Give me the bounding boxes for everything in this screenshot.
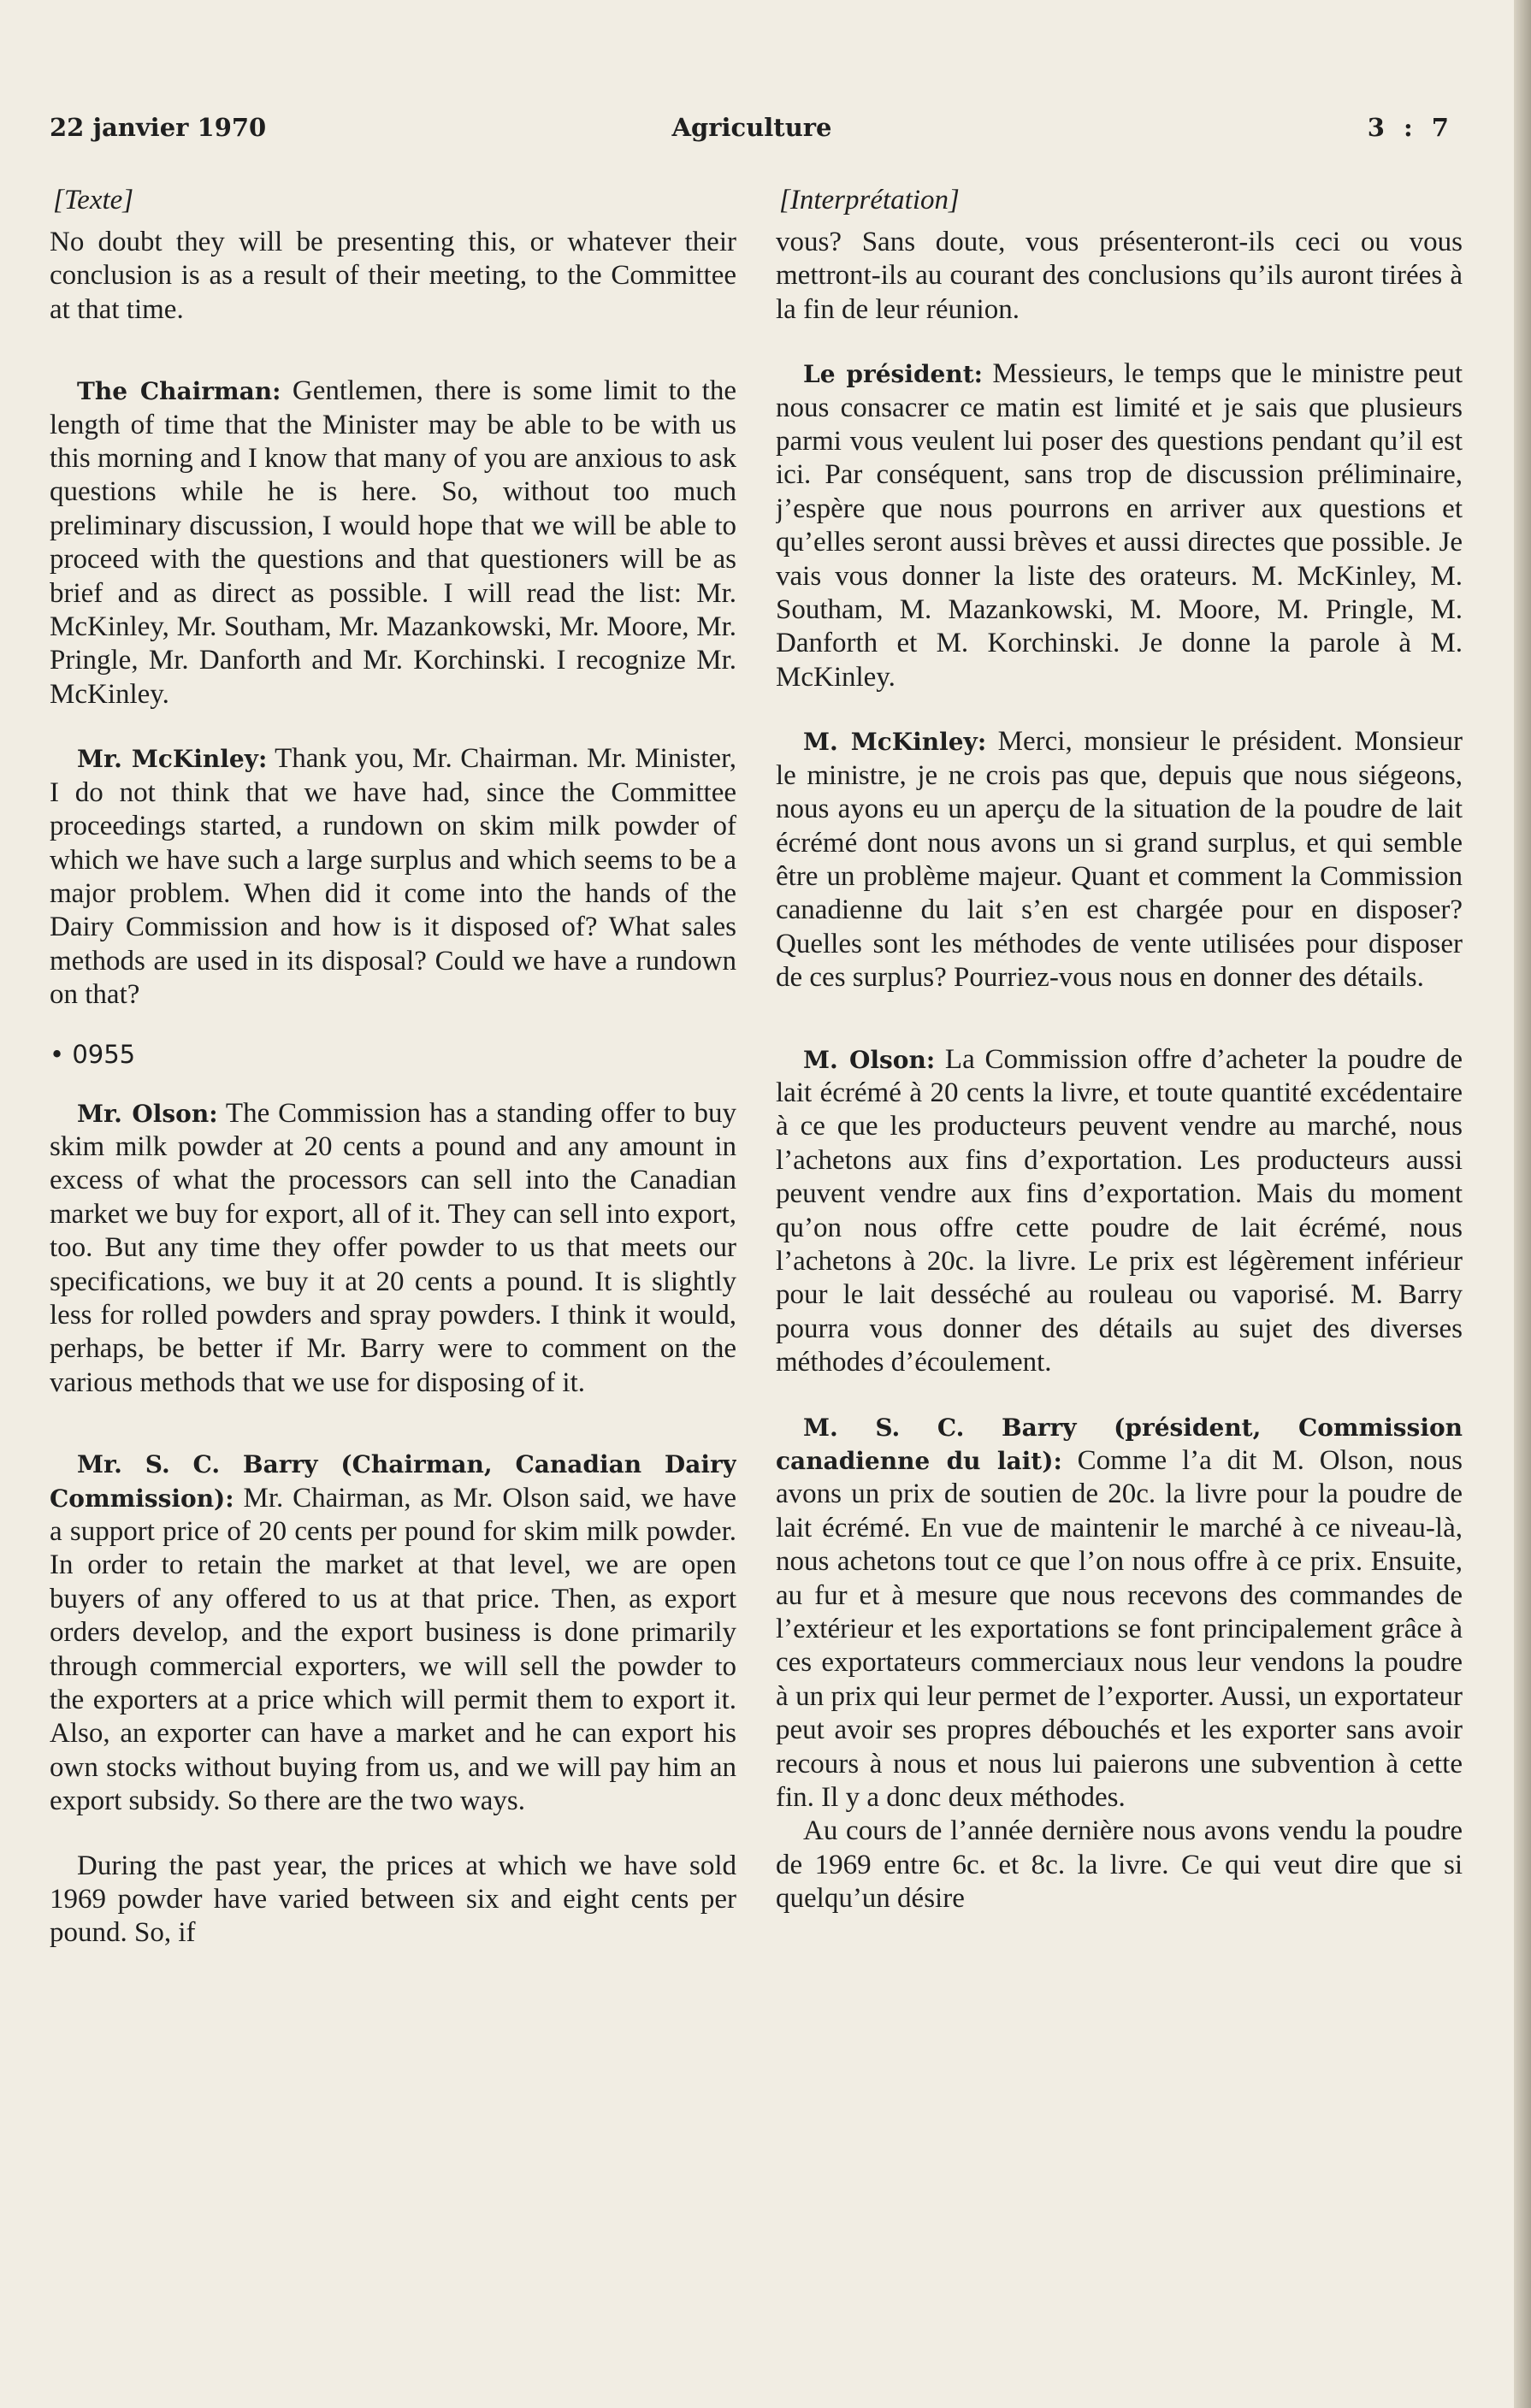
header-page-number: 3 : 7 — [1367, 113, 1454, 142]
en-paragraph-1 — [50, 226, 736, 327]
english-column-label: [Texte] — [53, 185, 134, 215]
en-paragraph-3 — [50, 742, 736, 1012]
french-column-label: [Interprétation] — [779, 185, 960, 215]
en-paragraph-3-text: Thank you, Mr. Chairman. Mr. Minister, I do not think that we have had, since the Committee proceedings started, a rundown on skim milk powder of which we have such a large surplus and which seems to be a major problem. When did it come into the hands of the Dairy Commission and how is it disposed of? What sales methods are used in its disposal? Could we have a rundown on that? — [50, 743, 736, 1011]
en-speaker-olson: Mr. Olson: — [77, 1099, 218, 1128]
fr-paragraph-5 — [776, 1411, 1463, 1815]
en-paragraph-2-text: Gentlemen, there is some limit to the length of time that the Minister may be able to be with us this morning and I know that many of you are anxious to ask questions while he is here. So, without too much preliminary discussion, I would hope that we will be able to proceed with the questions and that questioners will be as brief and as direct as possible. I will read the list: Mr. McKinley, Mr. Southam, Mr. Mazankowski, Mr. Moore, Mr. Pringle, Mr. Danforth and Mr. Korchinski. I recognize Mr. McKinley. — [50, 375, 736, 710]
fr-paragraph-2-text: Messieurs, le temps que le ministre peut nous consacrer ce matin est limité et je sais que plusieurs parmi vous veulent lui poser des questions pendant qu’il est ici. Par conséquent, sans trop de discussion préliminaire, j’espère que nous pourrons en arriver aux questions et qu’elles seront aussi brèves et aussi directes que possible. Je vais vous donner la liste des orateurs. M. McKinley, M. Southam, M. Mazankowski, M. Moore, M. Pringle, M. Danforth et M. Korchinski. Je donne la parole à M. McKinley. — [776, 358, 1463, 693]
french-column — [776, 181, 1463, 2370]
page-header — [50, 113, 1454, 147]
fr-speaker-president: Le président: — [803, 360, 983, 389]
fr-paragraph-3-text: Merci, monsieur le président. Monsieur le ministre, je ne crois pas que, depuis que nous siégeons, nous ayons eu un aperçu de la situation de la poudre de lait écrémé dont nous avons un si grand surplus, et qui semble être un problème majeur. Quant et comment la Commission canadienne du lait s’en est chargée pour en disposer? Quelles sont les méthodes de vente utilisées pour disposer de ces surplus? Pourriez-vous nous en donner des détails. — [776, 726, 1463, 994]
en-paragraph-6 — [50, 1850, 736, 1951]
time-marker: • 0955 — [50, 1039, 136, 1069]
fr-paragraph-1 — [776, 226, 1463, 327]
en-speaker-barry: Mr. S. C. Barry (Chairman, Canadian Dairy Commission): — [50, 1450, 736, 1513]
en-paragraph-4 — [50, 1097, 736, 1401]
book-spine-shadow — [1514, 0, 1531, 2408]
fr-paragraph-1-text: vous? Sans doute, vous présenteront-ils ceci ou vous mettront-ils au courant des conclusions qu’ils auront tirées à la fin de leur réunion. — [776, 227, 1463, 325]
fr-paragraph-6-text: Au cours de l’année dernière nous avons vendu la poudre de 1969 entre 6c. et 8c. la livre. Ce qui veut dire que si quelqu’un désire — [776, 1815, 1463, 1915]
english-column — [50, 181, 736, 2370]
en-paragraph-1-text: No doubt they will be presenting this, or whatever their conclusion is as a result of their meeting, to the Committee at that time. — [50, 227, 736, 325]
fr-speaker-mckinley: M. McKinley: — [803, 728, 987, 757]
fr-paragraph-4-text: La Commission offre d’acheter la poudre de lait écrémé à 20 cents la livre, et toute quantité excédentaire à ce que les producteurs peuvent vendre au marché, nous l’achetons aux fins d’exportation. Les producteurs aussi peuvent vendre aux fins d’exportation. Mais du moment qu’on nous offre cette poudre de lait écrémé, nous l’achetons à 20c. la livre. Le prix est légèrement inférieur pour le lait desséché au rouleau ou vaporisé. M. Barry pourra vous donner des détails au sujet des diverses méthodes d’écoulement. — [776, 1043, 1463, 1378]
en-speaker-mckinley: Mr. McKinley: — [77, 745, 268, 774]
fr-speaker-barry: M. S. C. Barry (président, Commission canadienne du lait): — [776, 1413, 1463, 1475]
fr-speaker-olson: M. Olson: — [803, 1045, 936, 1074]
header-date: 22 janvier 1970 — [50, 113, 267, 142]
fr-paragraph-5-text: Comme l’a dit M. Olson, nous avons un prix de soutien de 20c. la livre pour la poudre de lait écrémé. En vue de maintenir le marché à ce niveau-là, nous achetons tout ce que l’on nous offre à ce prix. Ensuite, au fur et à mesure que nous recevons des commandes de l’extérieur et les exportations se font principalement grâce à ces exportateurs commerciaux nous leur vendons la poudre à un prix qui leur permet de l’exporter. Aussi, un exportateur peut avoir ses propres débouchés et les exporter sans avoir recours à nous et nous lui paierons une subvention à cette fin. Il y a donc deux méthodes. — [776, 1445, 1463, 1814]
en-paragraph-6-text: During the past year, the prices at which we have sold 1969 powder have varied between six and eight cents per pound. So, if — [50, 1850, 736, 1949]
en-speaker-chairman: The Chairman: — [77, 377, 281, 406]
fr-paragraph-2 — [776, 357, 1463, 694]
header-title: Agriculture — [671, 113, 832, 142]
fr-paragraph-6 — [776, 1815, 1463, 1915]
en-paragraph-4-text: The Commission has a standing offer to buy skim milk powder at 20 cents a pound and any amount in excess of what the processors can sell into the Canadian market we buy for export, all of it. They can sell into export, too. But any time they offer powder to us that meets our specifications, we buy it at 20 cents a pound. It is slightly less for rolled powders and spray powders. I think it would, perhaps, be better if Mr. Barry were to comment on the various methods that we use for disposing of it. — [50, 1097, 736, 1398]
fr-paragraph-4 — [776, 1043, 1463, 1380]
en-paragraph-5 — [50, 1448, 736, 1818]
fr-paragraph-3 — [776, 725, 1463, 994]
en-paragraph-2 — [50, 375, 736, 711]
en-paragraph-5-text: Mr. Chairman, as Mr. Olson said, we have a support price of 20 cents per pound for skim milk powder. In order to retain the market at that level, we are open buyers of any offered to us at that price. Then, as export orders develop, and the export business is done primarily through commercial exporters, we will sell the powder to the exporters at a price which will permit them to export it. Also, an exporter can have a market and he can export his own stocks without buying from us, and we will pay him an export subsidy. So there are the two ways. — [50, 1482, 736, 1817]
